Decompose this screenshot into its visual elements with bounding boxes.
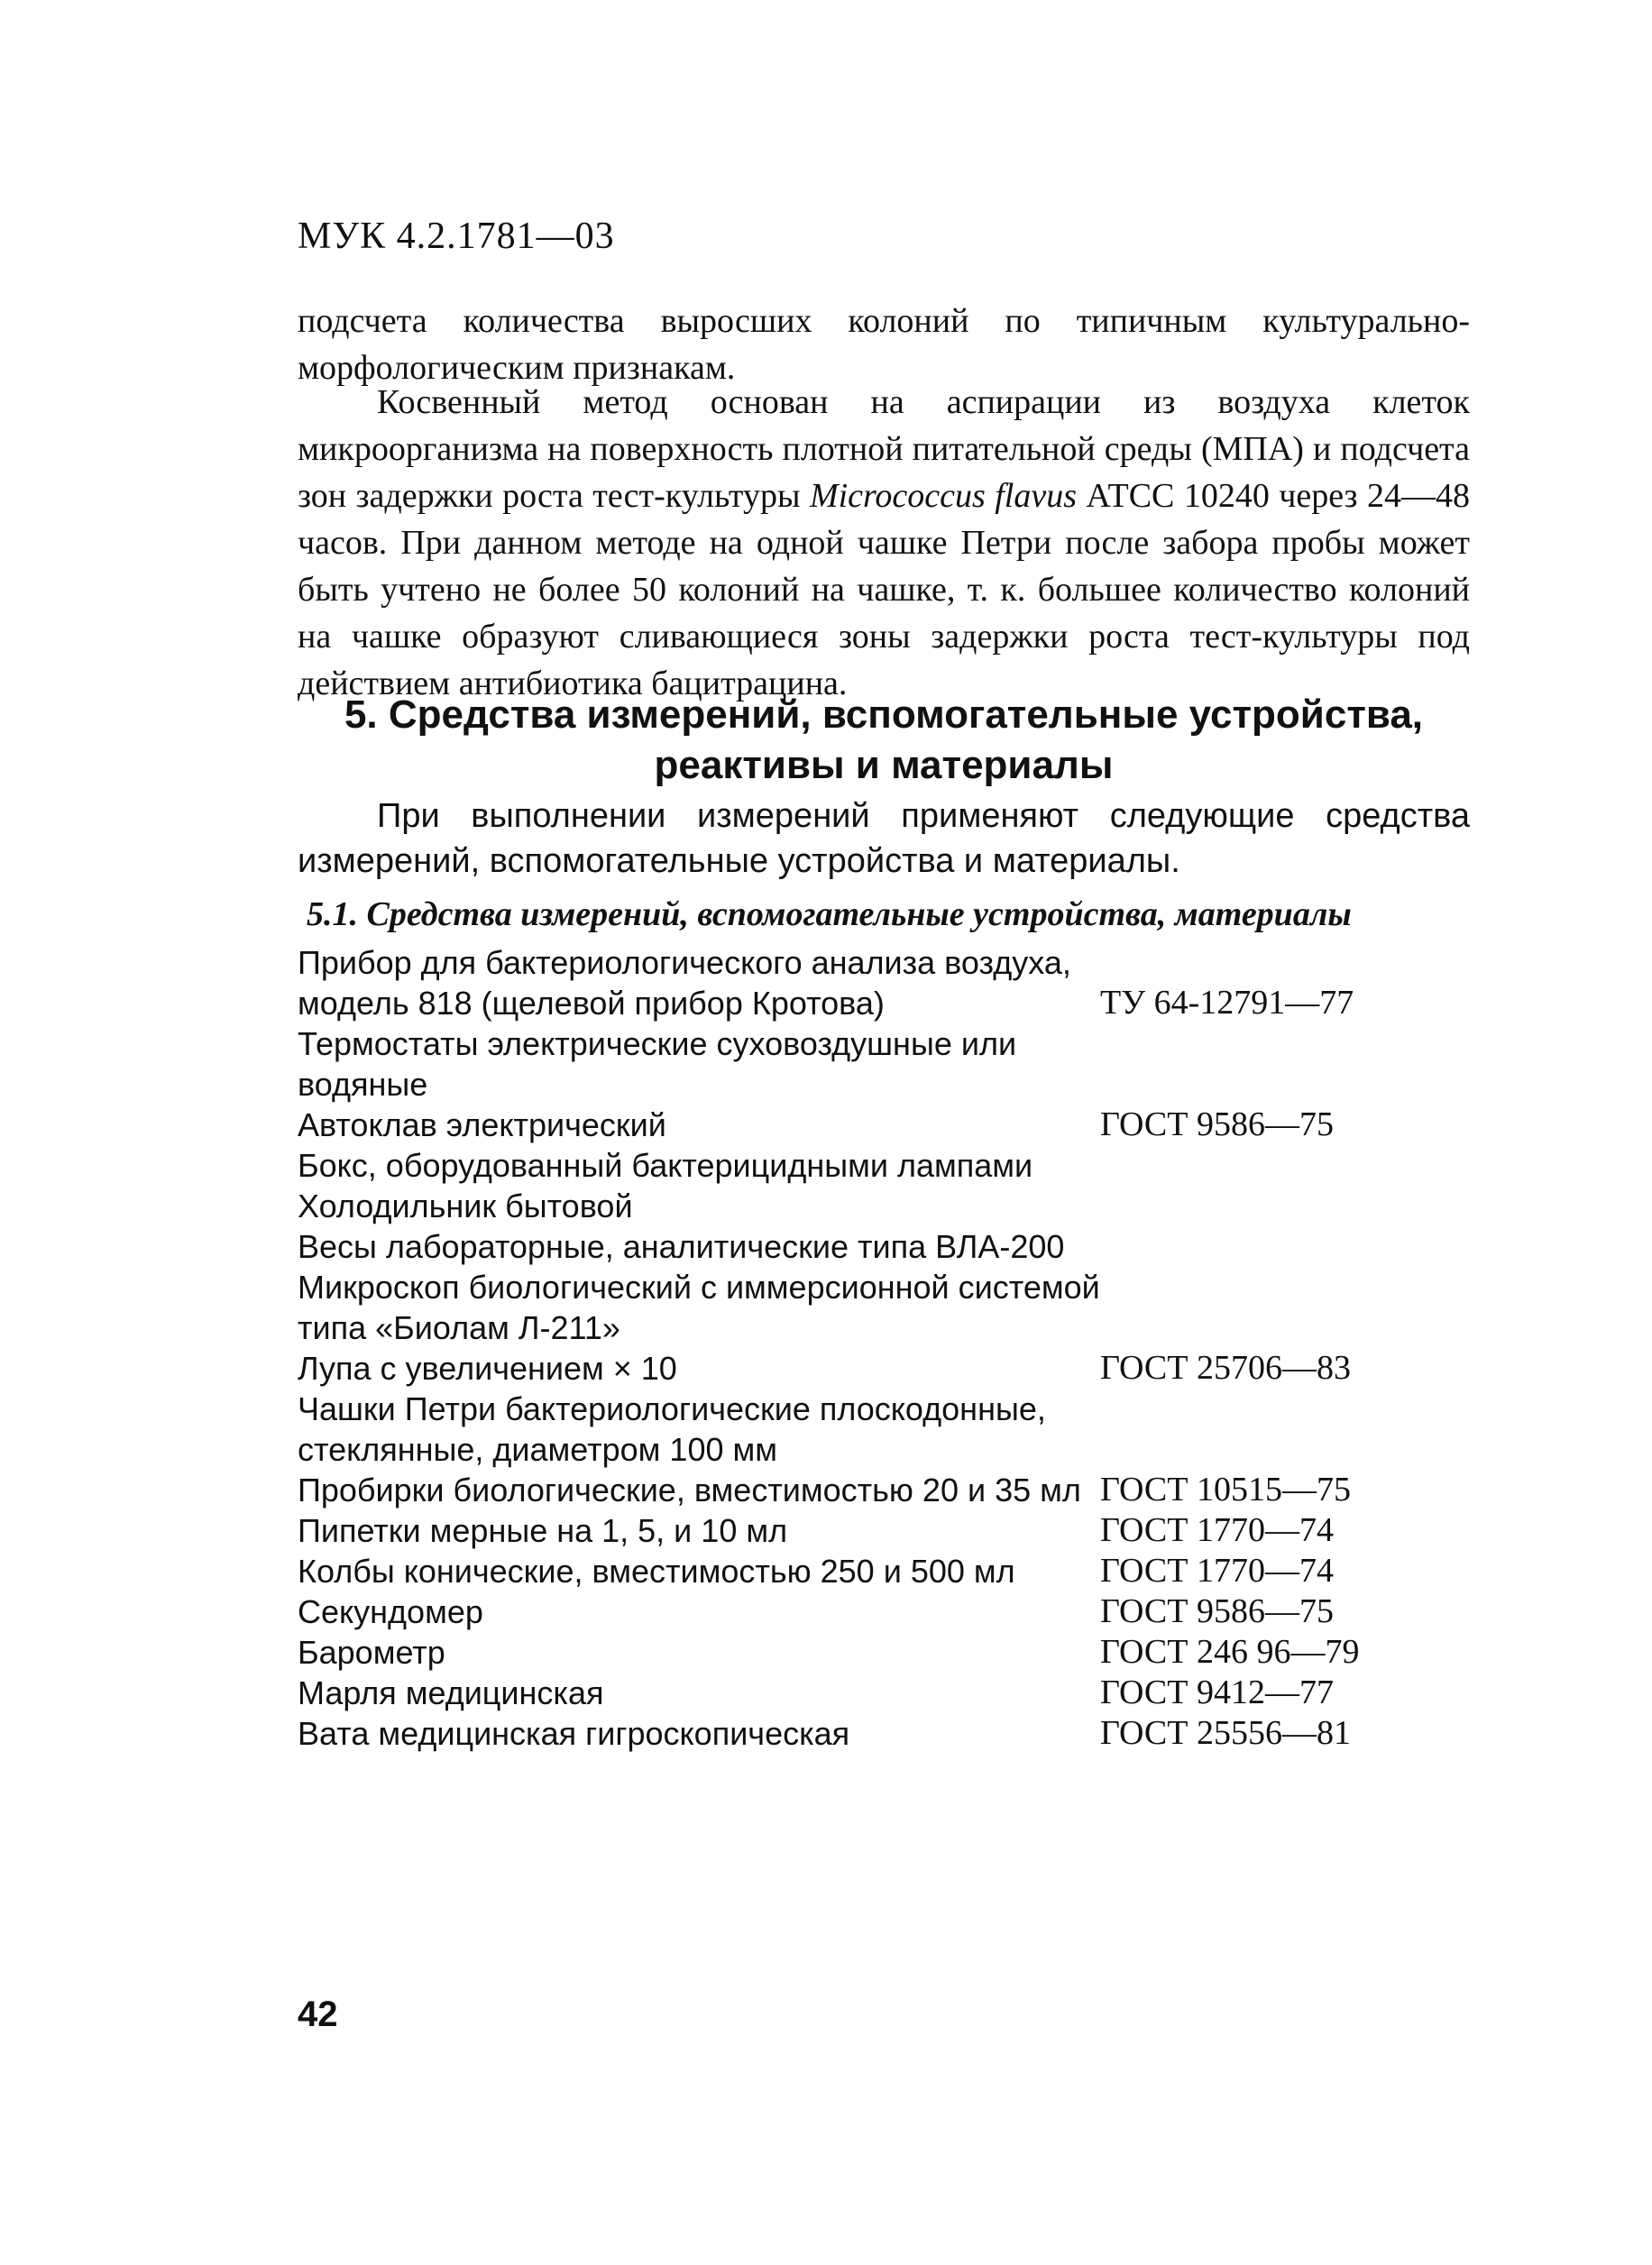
- item-standard: ГОСТ 10515—75: [1100, 1471, 1351, 1508]
- paragraph-indirect-method-part1: Косвенный метод основан на аспирации из воздуха клеток микроорганизма на поверхность плотной питательной среды (МПА) и подсчета зон задержки роста тест-культуры: [298, 383, 1470, 515]
- item-standard: ГОСТ 25706—83: [1100, 1349, 1351, 1387]
- item-name: Прибор для бактериологического анализа воздуха, модель 818 (щелевой прибор Кротова): [298, 944, 1071, 1022]
- item-standard: ТУ 64-12791—77: [1100, 984, 1354, 1022]
- subsection-title: 5.1. Средства измерений, вспомогательные устройства, материалы: [307, 895, 1352, 933]
- page-number: 42: [298, 1994, 338, 2034]
- list-item: [298, 1470, 1470, 1510]
- item-name: Бокс, оборудованный бактерицидными лампами: [298, 1147, 1033, 1184]
- list-item: [298, 1673, 1470, 1713]
- list-item: [298, 1267, 1470, 1348]
- section-title-line2: реактивы и материалы: [654, 743, 1114, 787]
- item-name: Автоклав электрический: [298, 1106, 666, 1143]
- list-item: [298, 1713, 1470, 1754]
- item-standard: ГОСТ 246 96—79: [1100, 1633, 1360, 1671]
- section-title-line1: 5. Средства измерений, вспомогательные устройства,: [344, 692, 1424, 737]
- item-name: Весы лабораторные, аналитические типа ВЛА-200: [298, 1228, 1065, 1265]
- item-name: Пробирки биологические, вместимостью 20 и 35 мл: [298, 1472, 1081, 1508]
- paragraph-counting: подсчета количества выросших колоний по типичным культурально-морфологическим признакам.: [298, 302, 1470, 387]
- item-name: Лупа с увеличением × 10: [298, 1350, 677, 1387]
- item-standard: ГОСТ 25556—81: [1100, 1714, 1351, 1752]
- item-name: Колбы конические, вместимостью 250 и 500 мл: [298, 1553, 1015, 1590]
- list-item: [298, 1348, 1470, 1389]
- paragraph-indirect-method: [298, 379, 1470, 707]
- item-name: Марля медицинская: [298, 1674, 604, 1711]
- list-item: [298, 1389, 1470, 1470]
- list-item: [298, 1591, 1470, 1632]
- item-standard: ГОСТ 9586—75: [1100, 1105, 1334, 1143]
- list-item: [298, 1551, 1470, 1591]
- item-name: Вата медицинская гигроскопическая: [298, 1715, 850, 1752]
- item-standard: ГОСТ 1770—74: [1100, 1552, 1334, 1590]
- item-name: Чашки Петри бактериологические плоскодонные, стеклянные, диаметром 100 мм: [298, 1390, 1046, 1468]
- section-title: [298, 690, 1470, 791]
- item-name: Термостаты электрические суховоздушные или водяные: [298, 1025, 1017, 1103]
- item-name: Пипетки мерные на 1, 5, и 10 мл: [298, 1512, 788, 1549]
- list-item: [298, 942, 1470, 1023]
- list-item: [298, 1023, 1470, 1105]
- equipment-list: [298, 942, 1470, 1754]
- item-standard: ГОСТ 1770—74: [1100, 1511, 1334, 1549]
- item-name: Барометр: [298, 1634, 445, 1671]
- item-name: Секундомер: [298, 1593, 483, 1630]
- list-item: [298, 1105, 1470, 1145]
- item-standard: ГОСТ 9412—77: [1100, 1674, 1334, 1711]
- item-standard: ГОСТ 9586—75: [1100, 1592, 1334, 1630]
- organism-name: Micrococcus flavus: [809, 477, 1077, 515]
- item-name: Микроскоп биологический с иммерсионной системой типа «Биолам Л-211»: [298, 1269, 1100, 1346]
- list-item: [298, 1226, 1470, 1267]
- section-intro: При выполнении измерений применяют следующие средства измерений, вспомогательные устройства и материалы.: [298, 797, 1470, 880]
- document-header-code: МУК 4.2.1781—03: [298, 215, 615, 257]
- paragraph-indirect-method-part2: АТСС 10240 через 24—48 часов. При данном методе на одной чашке Петри после забора пробы может быть учтено не более 50 колоний на чашке, т. к. большее количество колоний на чашке образуют сливающиеся зоны задержки роста тест-культуры под действием антибиотика бацитрацина.: [298, 477, 1470, 702]
- list-item: [298, 1186, 1470, 1226]
- list-item: [298, 1632, 1470, 1673]
- item-name: Холодильник бытовой: [298, 1188, 633, 1224]
- list-item: [298, 1510, 1470, 1551]
- list-item: [298, 1145, 1470, 1186]
